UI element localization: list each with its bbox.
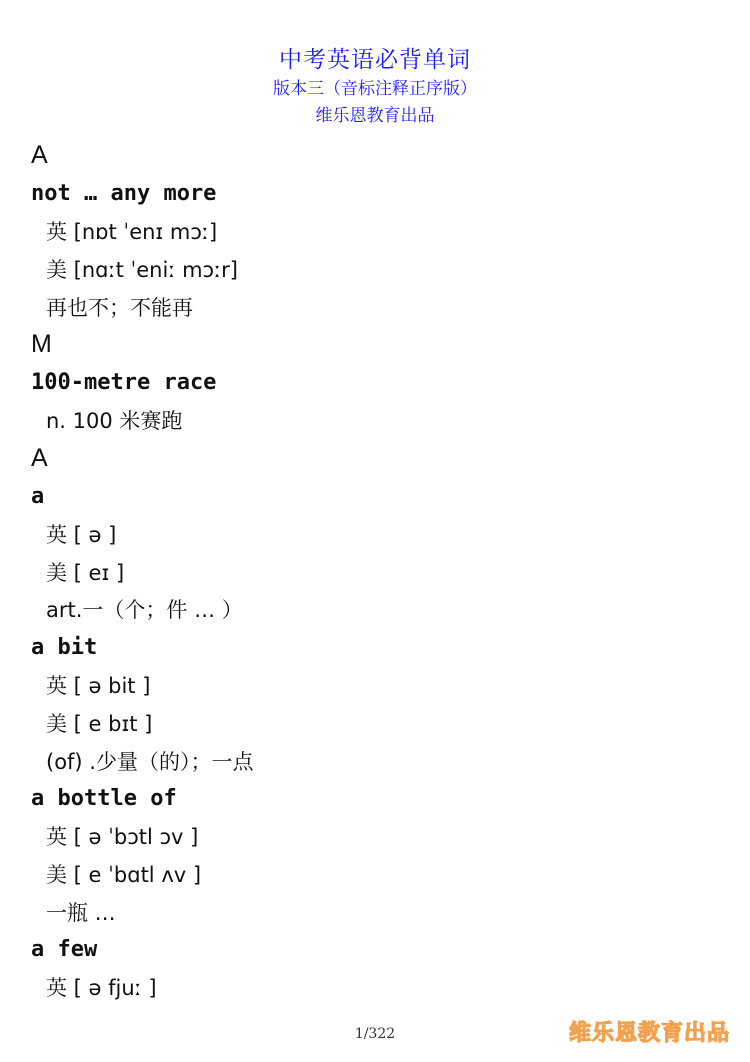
- section-letter: A: [31, 443, 48, 472]
- document-header: [0, 44, 750, 130]
- entry-line: 再也不；不能再: [46, 296, 193, 321]
- entry-line: art.一（个；件 … ）: [46, 598, 243, 623]
- headword: a bottle of: [31, 785, 177, 811]
- entry-line: 英 [ ə ]: [46, 522, 117, 547]
- entry-line: n. 100 米赛跑: [46, 409, 183, 434]
- entry-line: 美 [ e ˈbɑtl ʌv ]: [46, 863, 202, 888]
- headword: a bit: [31, 634, 98, 660]
- entry-line: 英 [ ə bit ]: [46, 674, 151, 699]
- publisher-watermark: 维乐恩教育出品: [568, 1021, 730, 1046]
- section-letter: M: [31, 330, 52, 359]
- headword: a few: [31, 937, 98, 963]
- entry-line: 英 [nɒt ˈenɪ mɔː]: [46, 220, 218, 245]
- entry-line: 美 [ e bɪt ]: [46, 711, 153, 736]
- word-list: [0, 137, 750, 1006]
- entry-line: 美 [nɑːt ˈeniː mɔːr]: [46, 258, 238, 283]
- entry-line: 美 [ eɪ ]: [46, 560, 125, 585]
- entry-line: 英 [ ə fjuː ]: [46, 976, 157, 1001]
- headword: a: [31, 483, 45, 509]
- headword: 100-metre race: [31, 370, 217, 396]
- entry-line: 一瓶 …: [46, 900, 116, 925]
- document-title: 中考英语必背单词: [279, 47, 471, 73]
- entry-line: 英 [ ə ˈbɔtl ɔv ]: [46, 825, 199, 850]
- publisher-line: 维乐恩教育出品: [315, 106, 435, 126]
- headword: not … any more: [31, 181, 217, 207]
- entry-line: (of) .少量（的）；一点: [46, 749, 254, 774]
- section-letter: A: [31, 141, 48, 170]
- page-number: 1/322: [354, 1026, 396, 1042]
- document-subtitle: 版本三（音标注释正序版）: [273, 79, 477, 99]
